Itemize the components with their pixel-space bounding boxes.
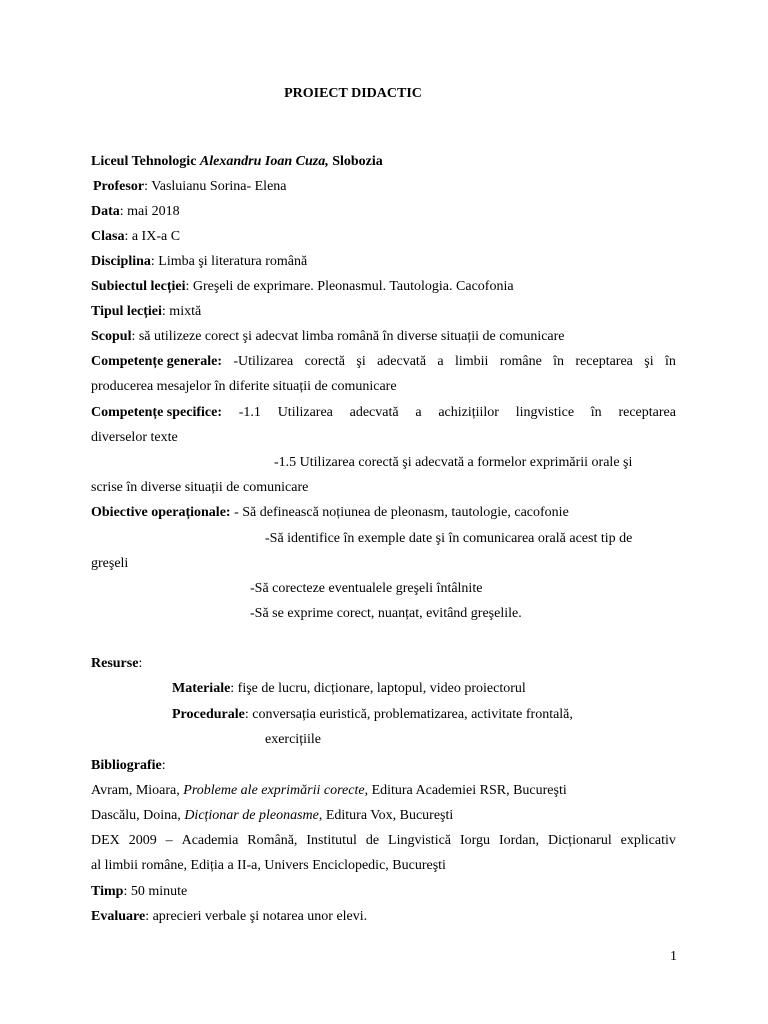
class-value: : a IX-a C [124,229,181,244]
objective-item-3: -Să corecteze eventualele greşeli întâlnite [250,581,483,596]
evaluation-value: : aprecieri verbale şi notarea unor elevi. [145,909,368,924]
professor-line [93,178,287,196]
resources-label: Resurse [91,656,139,671]
procedural-line [172,706,573,724]
sc-word: achizițiilor [438,405,499,420]
discipline-label: Disciplina [91,254,151,269]
specific-competences-line2: diverselor texte [91,430,178,445]
entry3-word: 2009 [128,833,157,848]
gc-word: -Utilizarea [233,354,294,369]
entry3-word: Institutul [306,833,357,848]
school-suffix: Slobozia [328,154,383,169]
specific-competences-item2-line1: -1.5 Utilizarea corectă şi adecvată a formelor exprimării orale şi [274,455,633,470]
gc-word: române [499,354,542,369]
objective-item-2: -Să identifice în exemple date şi în comunicarea orală acest tip de [265,531,633,546]
lesson-type-line [91,303,201,321]
sc-word: receptarea [618,405,676,420]
subject-label: Subiectul lecției [91,279,186,294]
procedural-label: Procedurale [172,707,245,722]
sc-word: a [415,405,422,420]
bibliography-line [91,757,166,775]
gc-word: şi [356,354,366,369]
bibliography-entry-3-line2: al limbii române, Ediția a II-a, Univers Enciclopedic, Bucureşti [91,858,446,873]
general-competences-line1 [91,353,676,371]
date-line [91,203,180,221]
procedural-value: : conversația euristică, problematizarea, activitate frontală, [244,707,573,722]
general-competences-label: Competențe generale: [91,354,223,369]
gc-word: în [553,354,565,369]
sc-word: Utilizarea [277,405,333,420]
bibliography-colon: : [161,758,166,773]
school-prefix: Liceul Tehnologic [91,154,200,169]
bibliography-entry-3-line1 [91,832,676,850]
objective-item-2-cont: greşeli [91,556,129,571]
entry3-word: DEX [91,833,120,848]
document-title: PROIECT DIDACTIC [284,86,422,101]
purpose-value: : să utilizeze corect şi adecvat limba română în diverse situații de comunicare [131,329,565,344]
time-value: : 50 minute [123,884,188,899]
entry2-title: Dicționar de pleonasme [184,808,319,823]
objective-item-4: -Să se exprime corect, nuanțat, evitând greşelile. [250,606,522,621]
gc-word: corectă [304,354,346,369]
school-name: Alexandru Ioan Cuza, [199,154,329,169]
evaluation-line [91,908,367,926]
bibliography-label: Bibliografie [91,758,162,773]
entry3-word: Iorgu [459,833,491,848]
entry3-word: de [365,833,380,848]
lesson-type-label: Tipul lecției [91,304,162,319]
general-competences-line2: producerea mesajelor în diferite situații de comunicare [91,379,397,394]
resources-colon: : [138,656,143,671]
entry2-prefix: Dascălu, Doina, [91,808,185,823]
time-line [91,883,187,901]
objective-item-1: - Să definească noțiunea de pleonasm, tautologie, cacofonie [230,505,569,520]
entry3-word: Academia [181,833,239,848]
lesson-type-value: : mixtă [161,304,202,319]
gc-word: a [437,354,444,369]
sc-word: în [590,405,602,420]
specific-competences-label: Competențe specifice: [91,405,223,420]
professor-value: : Vasluianu Sorina- Elena [144,179,287,194]
specific-competences-item2-line2: scrise în diverse situații de comunicare [91,480,309,495]
professor-label: Profesor [93,179,145,194]
materials-label: Materiale [172,681,231,696]
page-number: 1 [670,949,677,964]
entry3-word: Română, [247,833,298,848]
purpose-label: Scopul [91,329,132,344]
entry3-word: – [165,833,173,848]
class-label: Clasa [91,229,125,244]
gc-word: şi [644,354,654,369]
gc-word: limbii [454,354,489,369]
purpose-line [91,328,565,346]
sc-word: adecvată [349,405,399,420]
discipline-line [91,253,307,271]
entry3-word: Dicționarul [547,833,612,848]
sc-word: -1.1 [238,405,261,420]
subject-value: : Greşeli de exprimare. Pleonasmul. Tautologia. Cacofonia [185,279,514,294]
entry3-word: explicativ [620,833,676,848]
evaluation-label: Evaluare [91,909,146,924]
entry2-suffix: , Editura Vox, Bucureşti [318,808,454,823]
discipline-value: : Limba şi literatura română [150,254,308,269]
entry3-word: Iordan, [498,833,540,848]
entry1-prefix: Avram, Mioara, [91,783,184,798]
procedural-line2: exercițiile [265,732,321,747]
objectives-label: Obiective operaționale: [91,505,231,520]
date-label: Data [91,204,120,219]
time-label: Timp [91,884,124,899]
materials-value: : fişe de lucru, dicționare, laptopul, video proiectorul [230,681,526,696]
subject-line [91,278,514,296]
date-value: : mai 2018 [119,204,180,219]
entry3-word: Lingvistică [388,833,452,848]
materials-line [172,680,526,698]
gc-word: receptarea [575,354,633,369]
bibliography-entry-2 [91,807,453,825]
bibliography-entry-1 [91,782,567,800]
resources-line [91,655,142,673]
objectives-line1 [91,504,569,522]
school-line [91,153,383,171]
gc-word: adecvată [377,354,427,369]
sc-word: lingvistice [515,405,575,420]
gc-word: în [664,354,676,369]
specific-competences-line1 [91,404,676,422]
entry1-title: Probleme ale exprimării corecte [183,783,365,798]
entry1-suffix: , Editura Academiei RSR, Bucureşti [364,783,567,798]
class-line [91,228,180,246]
